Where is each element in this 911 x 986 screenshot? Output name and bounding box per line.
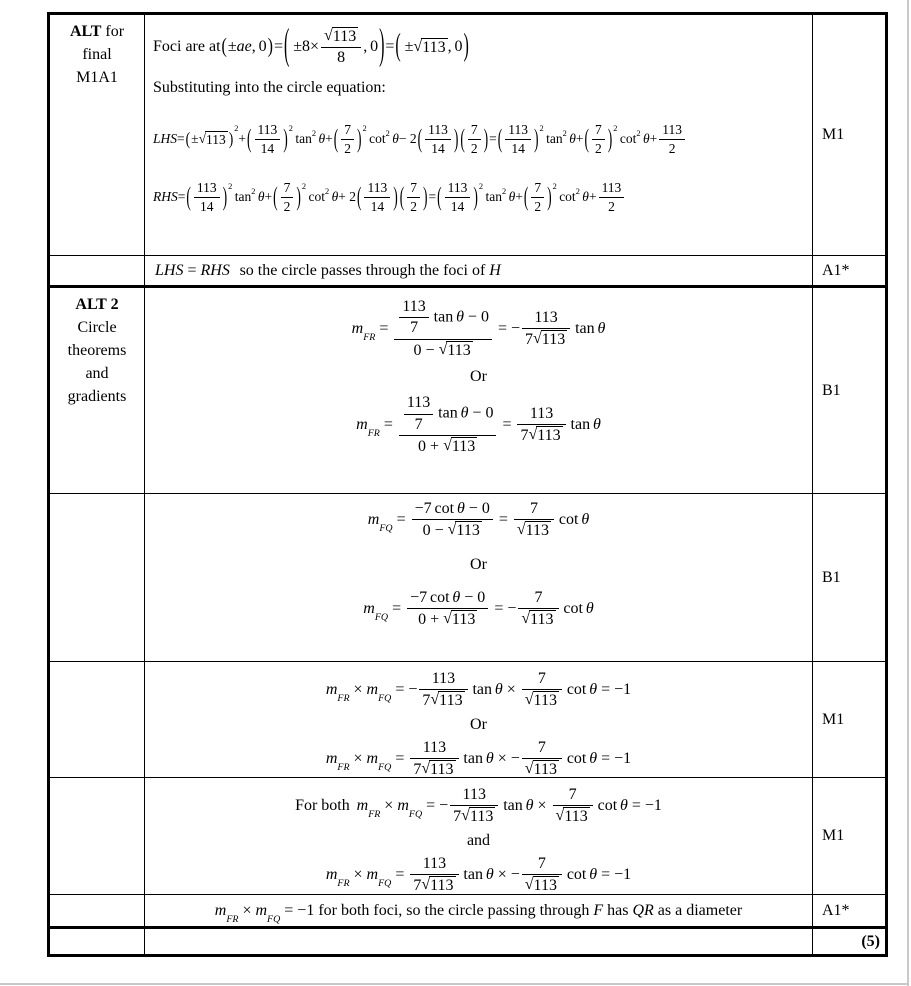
cell-alt1-conclusion — [145, 256, 813, 285]
alt2-label-line: ALT 2 — [75, 296, 119, 313]
mark-code: M1 — [822, 827, 845, 844]
cell-total-mark — [813, 929, 885, 954]
table-row — [50, 926, 885, 954]
product-equation-1: $m_{FR} \times m_{FQ}$ = − $\frac{113}{7√113}$ tan θ × $\frac{7}{√113}$ cot θ = −1 — [325, 670, 632, 710]
cell-alt1-working — [145, 15, 813, 255]
cell-mark — [813, 662, 885, 777]
cell-mark — [813, 778, 885, 894]
mark-code: M1 — [822, 710, 845, 728]
mfr-equation-2: $m_{FR}$ = $\frac{113}{7}$ tan θ − 0 0 + √113 = $\frac{113}{7√113}$ tan θ — [356, 394, 601, 455]
table-row — [50, 255, 885, 285]
product-both-line-1: For both $m_{FR} \times m_{FQ}$ = − $\frac{113}{7√113}$ tan θ × $\frac{7}{√113}$ cot θ = −1 — [295, 786, 662, 826]
table-row — [50, 285, 885, 493]
product-equation-2: $m_{FR} \times m_{FQ}$ = $\frac{113}{7√113}$ tan θ × − $\frac{7}{√113}$ cot θ = −1 — [326, 739, 631, 777]
or-connector: Or — [470, 715, 487, 733]
cell-empty-working — [145, 929, 813, 954]
table-row — [50, 894, 885, 926]
rhs-equation: RHS = ( $\frac{113}{14}$ ) $^2$ tan $^2$ θ + ( $\frac{7}{2}$ ) $^2$ cot $^2$ θ + 2 ( $\frac{113}{14}$ ) ( $\frac{7}{2}$ ) = ( $\frac{113}{14}$ ) $^2$ tan $^2$ θ + ( $\frac{7}{2}$ ) $^2$ cot $^2$ θ + $\frac{113}{2}$ — [153, 169, 808, 225]
cell-empty-label — [50, 929, 145, 954]
conclusion-text: $m_{FR} \times m_{FQ} = -1$ for both foci, so the circle passing through F has QR as a diameter — [214, 901, 743, 925]
mark-code: A1* — [822, 901, 850, 919]
lhs-equation: LHS = ( ± √113 ) $^2$ + ( $\frac{113}{14}$ ) $^2$ tan $^2$ θ + ( $\frac{7}{2}$ ) $^2$ cot $^2$ θ − 2 ( $\frac{113}{14}$ ) ( $\frac{7}{2}$ ) = ( $\frac{113}{14}$ ) $^2$ tan $^2$ θ + ( $\frac{7}{2}$ ) $^2$ cot $^2$ θ + $\frac{113}{2}$ — [153, 111, 808, 167]
alt1-label-line: final — [82, 46, 112, 63]
alt2-label-line: and — [85, 365, 109, 382]
cell-gradient-fq — [145, 494, 813, 661]
conclusion-text: LHS = RHS so the circle passes through the foci of H — [155, 261, 501, 279]
cell-mark — [813, 494, 885, 661]
cell-mark — [813, 895, 885, 926]
product-both-line-2: $m_{FR} \times m_{FQ}$ = $\frac{113}{7√113}$ tan θ × − $\frac{7}{√113}$ cot θ = −1 — [325, 854, 632, 894]
table-row — [50, 15, 885, 255]
cell-product — [145, 662, 813, 777]
table-row — [50, 661, 885, 777]
foci-equation: Foci are at ( ± ae , 0 ) = ( ±8× $\frac{√113}{8}$ , 0 ) = ( ± √113 , 0 ) — [153, 22, 469, 69]
cell-empty-label — [50, 662, 145, 777]
cell-mark — [813, 256, 885, 285]
page-edge-right — [907, 0, 909, 986]
mark-code: A1* — [822, 261, 850, 279]
cell-gradient-fr — [145, 288, 813, 493]
cell-mark — [813, 288, 885, 493]
substituting-text: Substituting into the circle equation: — [153, 79, 386, 96]
cell-empty-label — [50, 778, 145, 894]
or-connector: Or — [470, 368, 487, 386]
mark-code: M1 — [822, 126, 845, 143]
alt2-label-line: theorems — [67, 342, 127, 359]
mark-scheme-table — [47, 12, 888, 957]
mfq-equation-1: $m_{FQ}$ = $\frac{\text{−7 cot θ − 0}}{0 - √113}$ = $\frac{7}{√113}$ cot θ — [367, 500, 590, 540]
cell-empty-label — [50, 895, 145, 926]
table-row — [50, 777, 885, 894]
cell-alt2-label — [50, 288, 145, 493]
cell-empty-label — [50, 494, 145, 661]
cell-mark — [813, 15, 885, 255]
mark-code: B1 — [822, 381, 841, 399]
alt1-label-line: ALT for — [69, 23, 125, 40]
cell-product-both — [145, 778, 813, 894]
or-connector: Or — [470, 555, 487, 573]
mfq-equation-2: $m_{FQ}$ = $\frac{\text{−7 cot θ − 0}}{0 + √113}$ = − $\frac{7}{√113}$ cot θ — [363, 588, 594, 629]
mfr-equation-1: $m_{FR}$ = $\frac{113}{7}$ tan θ − 0 0 − √113 = − $\frac{113}{7√113}$ tan θ — [351, 298, 606, 359]
cell-alt1-label — [50, 15, 145, 255]
total-mark: (5) — [861, 932, 880, 950]
mark-code: B1 — [822, 568, 841, 586]
cell-alt2-conclusion — [145, 895, 813, 926]
and-connector: and — [466, 831, 491, 849]
cell-empty-label — [50, 256, 145, 285]
alt2-label-line: gradients — [67, 388, 127, 405]
table-row — [50, 493, 885, 661]
alt1-label-line: M1A1 — [76, 69, 118, 86]
alt2-label-line: Circle — [77, 319, 117, 336]
page-edge-bottom — [0, 983, 909, 985]
